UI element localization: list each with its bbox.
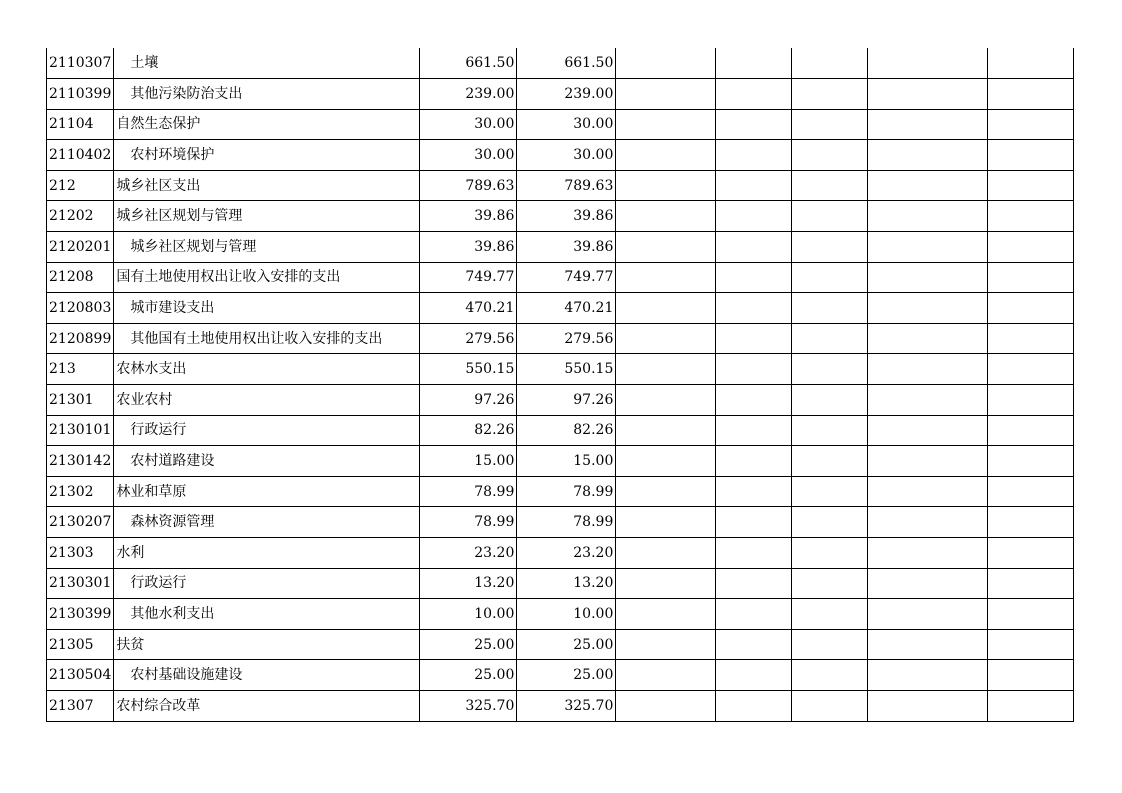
account-code-cell: 2110402 <box>47 140 114 171</box>
account-code-cell: 2130504 <box>47 660 114 691</box>
empty-cell <box>616 415 716 446</box>
account-code-cell: 2120803 <box>47 293 114 324</box>
amount-cell: 78.99 <box>517 507 616 538</box>
account-code-cell: 21208 <box>47 262 114 293</box>
empty-cell <box>716 140 792 171</box>
empty-cell <box>716 79 792 110</box>
account-name-cell: 土壤 <box>114 48 420 79</box>
total-amount-cell: 25.00 <box>420 629 517 660</box>
account-name-cell: 农村综合改革 <box>114 690 420 721</box>
empty-cell <box>868 690 988 721</box>
empty-cell <box>792 385 868 416</box>
empty-cell <box>868 446 988 477</box>
empty-cell <box>616 385 716 416</box>
amount-cell: 470.21 <box>517 293 616 324</box>
empty-cell <box>716 170 792 201</box>
empty-cell <box>616 446 716 477</box>
account-code-cell: 21202 <box>47 201 114 232</box>
empty-cell <box>792 48 868 79</box>
empty-cell <box>716 293 792 324</box>
empty-cell <box>716 48 792 79</box>
empty-cell <box>616 293 716 324</box>
account-name-cell: 城乡社区规划与管理 <box>114 201 420 232</box>
empty-cell <box>868 262 988 293</box>
account-code-cell: 21307 <box>47 690 114 721</box>
empty-cell <box>988 629 1074 660</box>
amount-cell: 97.26 <box>517 385 616 416</box>
empty-cell <box>988 262 1074 293</box>
budget-table <box>46 48 1074 722</box>
table-row <box>47 109 1074 140</box>
empty-cell <box>988 507 1074 538</box>
empty-cell <box>868 385 988 416</box>
amount-cell: 550.15 <box>517 354 616 385</box>
empty-cell <box>616 323 716 354</box>
account-code-cell: 21104 <box>47 109 114 140</box>
table-row <box>47 690 1074 721</box>
empty-cell <box>616 79 716 110</box>
table-row <box>47 323 1074 354</box>
empty-cell <box>616 140 716 171</box>
empty-cell <box>988 446 1074 477</box>
total-amount-cell: 15.00 <box>420 446 517 477</box>
empty-cell <box>792 538 868 569</box>
account-code-cell: 2120201 <box>47 232 114 263</box>
total-amount-cell: 30.00 <box>420 109 517 140</box>
table-row <box>47 629 1074 660</box>
empty-cell <box>988 48 1074 79</box>
empty-cell <box>868 170 988 201</box>
empty-cell <box>616 629 716 660</box>
table-row <box>47 262 1074 293</box>
account-name-cell: 扶贫 <box>114 629 420 660</box>
empty-cell <box>792 476 868 507</box>
empty-cell <box>616 354 716 385</box>
empty-cell <box>792 170 868 201</box>
total-amount-cell: 30.00 <box>420 140 517 171</box>
table-row <box>47 354 1074 385</box>
empty-cell <box>792 323 868 354</box>
account-code-cell: 2130301 <box>47 568 114 599</box>
empty-cell <box>868 629 988 660</box>
amount-cell: 239.00 <box>517 79 616 110</box>
empty-cell <box>616 660 716 691</box>
empty-cell <box>988 232 1074 263</box>
empty-cell <box>716 690 792 721</box>
empty-cell <box>792 140 868 171</box>
empty-cell <box>716 568 792 599</box>
total-amount-cell: 25.00 <box>420 660 517 691</box>
empty-cell <box>616 476 716 507</box>
empty-cell <box>988 599 1074 630</box>
empty-cell <box>716 507 792 538</box>
total-amount-cell: 239.00 <box>420 79 517 110</box>
empty-cell <box>716 385 792 416</box>
amount-cell: 749.77 <box>517 262 616 293</box>
amount-cell: 15.00 <box>517 446 616 477</box>
amount-cell: 661.50 <box>517 48 616 79</box>
empty-cell <box>716 109 792 140</box>
total-amount-cell: 550.15 <box>420 354 517 385</box>
empty-cell <box>616 262 716 293</box>
empty-cell <box>988 170 1074 201</box>
account-name-cell: 其他水利支出 <box>114 599 420 630</box>
table-body <box>47 48 1074 721</box>
account-code-cell: 212 <box>47 170 114 201</box>
empty-cell <box>716 629 792 660</box>
account-name-cell: 水利 <box>114 538 420 569</box>
table-row <box>47 293 1074 324</box>
empty-cell <box>792 293 868 324</box>
empty-cell <box>988 385 1074 416</box>
total-amount-cell: 39.86 <box>420 232 517 263</box>
total-amount-cell: 279.56 <box>420 323 517 354</box>
empty-cell <box>716 446 792 477</box>
account-code-cell: 2130142 <box>47 446 114 477</box>
empty-cell <box>792 354 868 385</box>
account-name-cell: 农村基础设施建设 <box>114 660 420 691</box>
amount-cell: 10.00 <box>517 599 616 630</box>
total-amount-cell: 470.21 <box>420 293 517 324</box>
empty-cell <box>988 568 1074 599</box>
account-name-cell: 农村环境保护 <box>114 140 420 171</box>
total-amount-cell: 661.50 <box>420 48 517 79</box>
empty-cell <box>988 476 1074 507</box>
empty-cell <box>616 690 716 721</box>
empty-cell <box>988 354 1074 385</box>
amount-cell: 23.20 <box>517 538 616 569</box>
account-name-cell: 其他污染防治支出 <box>114 79 420 110</box>
total-amount-cell: 97.26 <box>420 385 517 416</box>
amount-cell: 25.00 <box>517 629 616 660</box>
account-code-cell: 2130399 <box>47 599 114 630</box>
account-name-cell: 自然生态保护 <box>114 109 420 140</box>
empty-cell <box>792 690 868 721</box>
table-row <box>47 140 1074 171</box>
empty-cell <box>716 201 792 232</box>
account-code-cell: 21303 <box>47 538 114 569</box>
empty-cell <box>988 415 1074 446</box>
account-name-cell: 国有土地使用权出让收入安排的支出 <box>114 262 420 293</box>
empty-cell <box>716 323 792 354</box>
account-name-cell: 林业和草原 <box>114 476 420 507</box>
table-row <box>47 476 1074 507</box>
empty-cell <box>868 201 988 232</box>
table-row <box>47 79 1074 110</box>
empty-cell <box>792 262 868 293</box>
table-row <box>47 446 1074 477</box>
empty-cell <box>792 109 868 140</box>
empty-cell <box>988 690 1074 721</box>
amount-cell: 82.26 <box>517 415 616 446</box>
empty-cell <box>616 568 716 599</box>
amount-cell: 25.00 <box>517 660 616 691</box>
empty-cell <box>616 109 716 140</box>
empty-cell <box>868 293 988 324</box>
empty-cell <box>868 599 988 630</box>
empty-cell <box>792 201 868 232</box>
empty-cell <box>792 568 868 599</box>
empty-cell <box>988 323 1074 354</box>
total-amount-cell: 39.86 <box>420 201 517 232</box>
amount-cell: 279.56 <box>517 323 616 354</box>
amount-cell: 78.99 <box>517 476 616 507</box>
empty-cell <box>616 201 716 232</box>
total-amount-cell: 78.99 <box>420 476 517 507</box>
total-amount-cell: 10.00 <box>420 599 517 630</box>
empty-cell <box>988 660 1074 691</box>
empty-cell <box>868 568 988 599</box>
empty-cell <box>868 48 988 79</box>
table-row <box>47 599 1074 630</box>
empty-cell <box>868 109 988 140</box>
table-row <box>47 385 1074 416</box>
amount-cell: 325.70 <box>517 690 616 721</box>
account-code-cell: 21301 <box>47 385 114 416</box>
empty-cell <box>868 140 988 171</box>
empty-cell <box>868 476 988 507</box>
empty-cell <box>716 660 792 691</box>
total-amount-cell: 325.70 <box>420 690 517 721</box>
account-name-cell: 其他国有土地使用权出让收入安排的支出 <box>114 323 420 354</box>
empty-cell <box>616 170 716 201</box>
amount-cell: 30.00 <box>517 140 616 171</box>
empty-cell <box>716 354 792 385</box>
account-code-cell: 2130207 <box>47 507 114 538</box>
table-row <box>47 660 1074 691</box>
empty-cell <box>616 232 716 263</box>
empty-cell <box>792 507 868 538</box>
table-row <box>47 538 1074 569</box>
table-row <box>47 170 1074 201</box>
empty-cell <box>988 109 1074 140</box>
account-code-cell: 2110399 <box>47 79 114 110</box>
amount-cell: 13.20 <box>517 568 616 599</box>
account-code-cell: 213 <box>47 354 114 385</box>
account-name-cell: 农村道路建设 <box>114 446 420 477</box>
empty-cell <box>616 538 716 569</box>
empty-cell <box>868 415 988 446</box>
empty-cell <box>792 232 868 263</box>
account-name-cell: 行政运行 <box>114 568 420 599</box>
total-amount-cell: 78.99 <box>420 507 517 538</box>
empty-cell <box>792 415 868 446</box>
account-name-cell: 城乡社区规划与管理 <box>114 232 420 263</box>
empty-cell <box>988 201 1074 232</box>
total-amount-cell: 789.63 <box>420 170 517 201</box>
empty-cell <box>792 599 868 630</box>
empty-cell <box>616 599 716 630</box>
empty-cell <box>616 48 716 79</box>
empty-cell <box>868 538 988 569</box>
empty-cell <box>716 599 792 630</box>
amount-cell: 30.00 <box>517 109 616 140</box>
empty-cell <box>792 79 868 110</box>
empty-cell <box>716 232 792 263</box>
account-code-cell: 2130101 <box>47 415 114 446</box>
account-name-cell: 农林水支出 <box>114 354 420 385</box>
table-row <box>47 48 1074 79</box>
empty-cell <box>988 79 1074 110</box>
empty-cell <box>868 660 988 691</box>
table-row <box>47 201 1074 232</box>
account-code-cell: 2110307 <box>47 48 114 79</box>
empty-cell <box>988 293 1074 324</box>
table-row <box>47 232 1074 263</box>
table-row <box>47 568 1074 599</box>
account-code-cell: 21302 <box>47 476 114 507</box>
empty-cell <box>868 79 988 110</box>
empty-cell <box>868 354 988 385</box>
empty-cell <box>988 140 1074 171</box>
total-amount-cell: 13.20 <box>420 568 517 599</box>
empty-cell <box>988 538 1074 569</box>
account-code-cell: 21305 <box>47 629 114 660</box>
empty-cell <box>792 446 868 477</box>
empty-cell <box>868 232 988 263</box>
account-name-cell: 行政运行 <box>114 415 420 446</box>
empty-cell <box>716 415 792 446</box>
empty-cell <box>716 476 792 507</box>
account-name-cell: 农业农村 <box>114 385 420 416</box>
amount-cell: 39.86 <box>517 201 616 232</box>
empty-cell <box>716 538 792 569</box>
account-code-cell: 2120899 <box>47 323 114 354</box>
total-amount-cell: 749.77 <box>420 262 517 293</box>
amount-cell: 789.63 <box>517 170 616 201</box>
account-name-cell: 城市建设支出 <box>114 293 420 324</box>
table-row <box>47 415 1074 446</box>
total-amount-cell: 82.26 <box>420 415 517 446</box>
empty-cell <box>792 629 868 660</box>
empty-cell <box>868 507 988 538</box>
empty-cell <box>716 262 792 293</box>
total-amount-cell: 23.20 <box>420 538 517 569</box>
empty-cell <box>616 507 716 538</box>
empty-cell <box>792 660 868 691</box>
table-row <box>47 507 1074 538</box>
account-name-cell: 城乡社区支出 <box>114 170 420 201</box>
account-name-cell: 森林资源管理 <box>114 507 420 538</box>
empty-cell <box>868 323 988 354</box>
amount-cell: 39.86 <box>517 232 616 263</box>
